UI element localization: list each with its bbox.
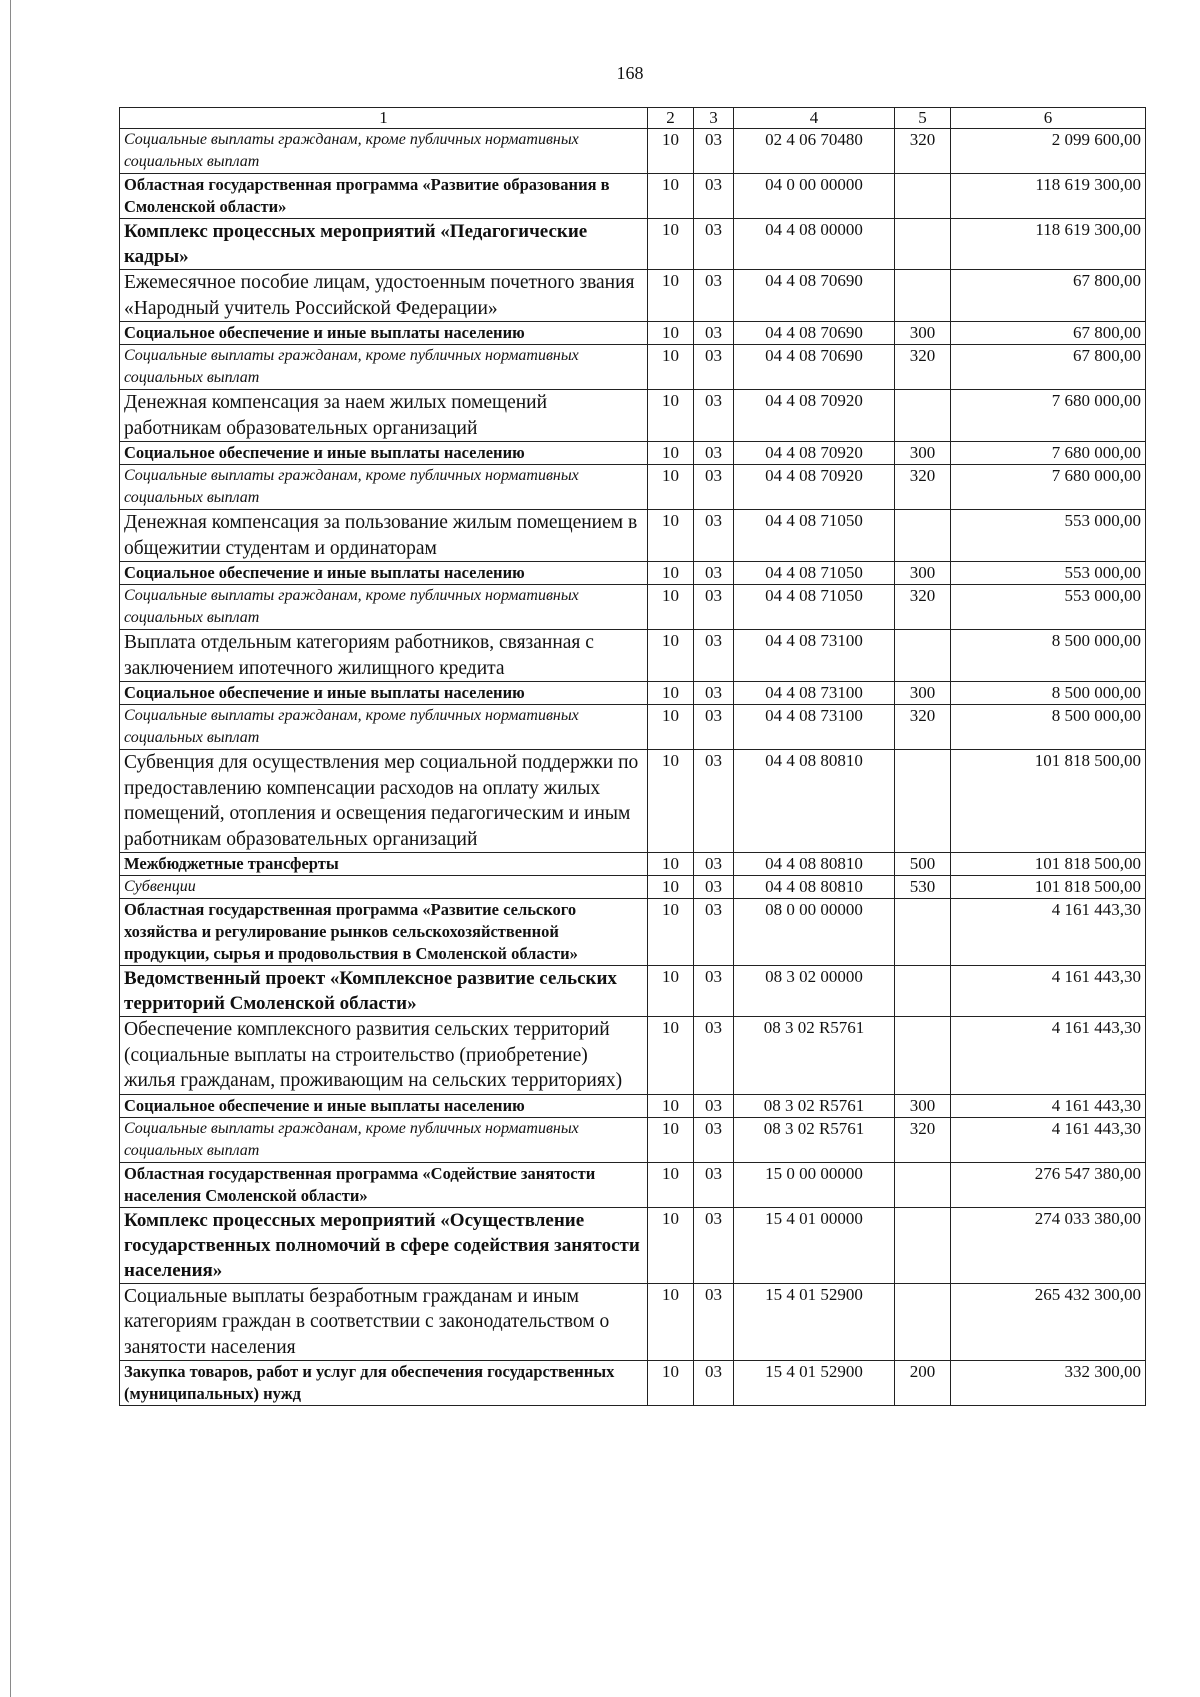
- target-article-code: 04 4 08 70920: [734, 390, 895, 442]
- target-article-code: 08 3 02 R5761: [734, 1117, 895, 1162]
- expense-type-code: [895, 1017, 951, 1095]
- section-code: 10: [648, 630, 694, 682]
- target-article-code: 08 3 02 R5761: [734, 1094, 895, 1117]
- amount: 118 619 300,00: [951, 174, 1146, 219]
- subsection-code: 03: [694, 129, 734, 174]
- target-article-code: 04 4 08 80810: [734, 853, 895, 876]
- amount: 553 000,00: [951, 510, 1146, 562]
- target-article-code: 15 4 01 52900: [734, 1283, 895, 1361]
- section-code: 10: [648, 750, 694, 853]
- item-name: Комплекс процессных мероприятий «Педагогические кадры»: [120, 219, 648, 270]
- budget-table: [119, 107, 1146, 1406]
- amount: 67 800,00: [951, 270, 1146, 322]
- amount: 553 000,00: [951, 562, 1146, 585]
- target-article-code: 04 4 08 70690: [734, 345, 895, 390]
- section-code: 10: [648, 1207, 694, 1283]
- table-row: [120, 322, 1146, 345]
- table-row: [120, 1162, 1146, 1207]
- target-article-code: 04 4 08 70920: [734, 442, 895, 465]
- subsection-code: 03: [694, 465, 734, 510]
- expense-type-code: [895, 1207, 951, 1283]
- item-name: Выплата отдельным категориям работников, связанная с заключением ипотечного жилищного кредита: [120, 630, 648, 682]
- subsection-code: 03: [694, 1162, 734, 1207]
- amount: 553 000,00: [951, 585, 1146, 630]
- item-name: Субвенция для осуществления мер социальной поддержки по предоставлению компенсации расходов на оплату жилых помещений, отопления и освещения педагогическим и иным работникам образовательных организаций: [120, 750, 648, 853]
- table-row: [120, 390, 1146, 442]
- item-name: Обеспечение комплексного развития сельских территорий (социальные выплаты на строительство (приобретение) жилья гражданам, проживающим на сельских территориях): [120, 1017, 648, 1095]
- item-name: Субвенции: [120, 876, 648, 899]
- amount: 8 500 000,00: [951, 630, 1146, 682]
- target-article-code: 04 4 08 73100: [734, 705, 895, 750]
- subsection-code: 03: [694, 510, 734, 562]
- section-code: 10: [648, 682, 694, 705]
- expense-type-code: 300: [895, 562, 951, 585]
- item-name: Комплекс процессных мероприятий «Осуществление государственных полномочий в сфере содействия занятости населения»: [120, 1207, 648, 1283]
- amount: 4 161 443,30: [951, 1117, 1146, 1162]
- subsection-code: 03: [694, 1017, 734, 1095]
- subsection-code: 03: [694, 1207, 734, 1283]
- item-name: Социальное обеспечение и иные выплаты населению: [120, 1094, 648, 1117]
- subsection-code: 03: [694, 219, 734, 270]
- amount: 276 547 380,00: [951, 1162, 1146, 1207]
- table-row: [120, 1361, 1146, 1406]
- target-article-code: 08 0 00 00000: [734, 899, 895, 966]
- table-row: [120, 129, 1146, 174]
- header-col-5: 5: [895, 108, 951, 129]
- section-code: 10: [648, 1162, 694, 1207]
- amount: 332 300,00: [951, 1361, 1146, 1406]
- expense-type-code: 320: [895, 585, 951, 630]
- item-name: Социальное обеспечение и иные выплаты населению: [120, 562, 648, 585]
- amount: 118 619 300,00: [951, 219, 1146, 270]
- target-article-code: 04 4 08 71050: [734, 510, 895, 562]
- subsection-code: 03: [694, 1094, 734, 1117]
- subsection-code: 03: [694, 705, 734, 750]
- item-name: Ежемесячное пособие лицам, удостоенным почетного звания «Народный учитель Российской Федерации»: [120, 270, 648, 322]
- section-code: 10: [648, 562, 694, 585]
- amount: 4 161 443,30: [951, 1017, 1146, 1095]
- amount: 265 432 300,00: [951, 1283, 1146, 1361]
- expense-type-code: [895, 270, 951, 322]
- section-code: 10: [648, 1283, 694, 1361]
- subsection-code: 03: [694, 899, 734, 966]
- amount: 4 161 443,30: [951, 966, 1146, 1017]
- table-row: [120, 562, 1146, 585]
- table-row: [120, 1283, 1146, 1361]
- item-name: Ведомственный проект «Комплексное развитие сельских территорий Смоленской области»: [120, 966, 648, 1017]
- target-article-code: 04 4 08 71050: [734, 562, 895, 585]
- expense-type-code: 320: [895, 129, 951, 174]
- item-name: Социальные выплаты гражданам, кроме публичных нормативных социальных выплат: [120, 465, 648, 510]
- subsection-code: 03: [694, 630, 734, 682]
- expense-type-code: [895, 966, 951, 1017]
- section-code: 10: [648, 853, 694, 876]
- table-row: [120, 630, 1146, 682]
- target-article-code: 04 4 08 00000: [734, 219, 895, 270]
- section-code: 10: [648, 1117, 694, 1162]
- target-article-code: 04 4 08 73100: [734, 630, 895, 682]
- table-row: [120, 270, 1146, 322]
- subsection-code: 03: [694, 322, 734, 345]
- amount: 4 161 443,30: [951, 899, 1146, 966]
- section-code: 10: [648, 966, 694, 1017]
- target-article-code: 15 0 00 00000: [734, 1162, 895, 1207]
- header-col-6: 6: [951, 108, 1146, 129]
- table-row: [120, 1117, 1146, 1162]
- target-article-code: 04 4 08 70690: [734, 322, 895, 345]
- table-body: [120, 129, 1146, 1406]
- expense-type-code: 300: [895, 442, 951, 465]
- section-code: 10: [648, 1361, 694, 1406]
- item-name: Социальное обеспечение и иные выплаты населению: [120, 682, 648, 705]
- table-row: [120, 345, 1146, 390]
- amount: 7 680 000,00: [951, 390, 1146, 442]
- section-code: 10: [648, 585, 694, 630]
- expense-type-code: [895, 899, 951, 966]
- table-row: [120, 899, 1146, 966]
- subsection-code: 03: [694, 585, 734, 630]
- amount: 274 033 380,00: [951, 1207, 1146, 1283]
- item-name: Социальное обеспечение и иные выплаты населению: [120, 442, 648, 465]
- section-code: 10: [648, 705, 694, 750]
- section-code: 10: [648, 899, 694, 966]
- expense-type-code: 530: [895, 876, 951, 899]
- expense-type-code: [895, 1283, 951, 1361]
- subsection-code: 03: [694, 1361, 734, 1406]
- section-code: 10: [648, 390, 694, 442]
- subsection-code: 03: [694, 174, 734, 219]
- subsection-code: 03: [694, 1283, 734, 1361]
- expense-type-code: [895, 219, 951, 270]
- table-row: [120, 682, 1146, 705]
- expense-type-code: 200: [895, 1361, 951, 1406]
- table-row: [120, 876, 1146, 899]
- target-article-code: 04 4 08 80810: [734, 750, 895, 853]
- item-name: Областная государственная программа «Развитие образования в Смоленской области»: [120, 174, 648, 219]
- table-row: [120, 853, 1146, 876]
- header-col-3: 3: [694, 108, 734, 129]
- amount: 101 818 500,00: [951, 853, 1146, 876]
- item-name: Областная государственная программа «Содействие занятости населения Смоленской области»: [120, 1162, 648, 1207]
- expense-type-code: 320: [895, 465, 951, 510]
- table-row: [120, 1094, 1146, 1117]
- expense-type-code: 320: [895, 1117, 951, 1162]
- expense-type-code: 320: [895, 705, 951, 750]
- item-name: Межбюджетные трансферты: [120, 853, 648, 876]
- amount: 67 800,00: [951, 345, 1146, 390]
- section-code: 10: [648, 174, 694, 219]
- item-name: Социальное обеспечение и иные выплаты населению: [120, 322, 648, 345]
- item-name: Социальные выплаты гражданам, кроме публичных нормативных социальных выплат: [120, 585, 648, 630]
- item-name: Социальные выплаты безработным гражданам и иным категориям граждан в соответствии с законодательством о занятости населения: [120, 1283, 648, 1361]
- expense-type-code: 320: [895, 345, 951, 390]
- amount: 7 680 000,00: [951, 465, 1146, 510]
- amount: 2 099 600,00: [951, 129, 1146, 174]
- section-code: 10: [648, 1017, 694, 1095]
- amount: 4 161 443,30: [951, 1094, 1146, 1117]
- expense-type-code: [895, 630, 951, 682]
- target-article-code: 04 4 08 70920: [734, 465, 895, 510]
- expense-type-code: 500: [895, 853, 951, 876]
- subsection-code: 03: [694, 853, 734, 876]
- item-name: Денежная компенсация за наем жилых помещений работникам образовательных организаций: [120, 390, 648, 442]
- subsection-code: 03: [694, 390, 734, 442]
- target-article-code: 08 3 02 00000: [734, 966, 895, 1017]
- expense-type-code: [895, 1162, 951, 1207]
- section-code: 10: [648, 510, 694, 562]
- item-name: Социальные выплаты гражданам, кроме публичных нормативных социальных выплат: [120, 345, 648, 390]
- amount: 101 818 500,00: [951, 750, 1146, 853]
- table-row: [120, 1017, 1146, 1095]
- table-row: [120, 585, 1146, 630]
- item-name: Социальные выплаты гражданам, кроме публичных нормативных социальных выплат: [120, 705, 648, 750]
- amount: 67 800,00: [951, 322, 1146, 345]
- section-code: 10: [648, 322, 694, 345]
- item-name: Социальные выплаты гражданам, кроме публичных нормативных социальных выплат: [120, 1117, 648, 1162]
- subsection-code: 03: [694, 270, 734, 322]
- table-row: [120, 966, 1146, 1017]
- amount: 101 818 500,00: [951, 876, 1146, 899]
- table-row: [120, 465, 1146, 510]
- item-name: Областная государственная программа «Развитие сельского хозяйства и регулирование рынков сельскохозяйственной продукции, сырья и продовольствия в Смоленской области»: [120, 899, 648, 966]
- header-row: [120, 108, 1146, 129]
- target-article-code: 02 4 06 70480: [734, 129, 895, 174]
- subsection-code: 03: [694, 562, 734, 585]
- item-name: Денежная компенсация за пользование жилым помещением в общежитии студентам и ординаторам: [120, 510, 648, 562]
- table-row: [120, 750, 1146, 853]
- target-article-code: 04 0 00 00000: [734, 174, 895, 219]
- subsection-code: 03: [694, 1117, 734, 1162]
- expense-type-code: 300: [895, 322, 951, 345]
- section-code: 10: [648, 876, 694, 899]
- target-article-code: 04 4 08 70690: [734, 270, 895, 322]
- subsection-code: 03: [694, 442, 734, 465]
- section-code: 10: [648, 345, 694, 390]
- section-code: 10: [648, 1094, 694, 1117]
- expense-type-code: 300: [895, 1094, 951, 1117]
- table-row: [120, 219, 1146, 270]
- subsection-code: 03: [694, 750, 734, 853]
- target-article-code: 15 4 01 52900: [734, 1361, 895, 1406]
- table-row: [120, 174, 1146, 219]
- section-code: 10: [648, 270, 694, 322]
- amount: 8 500 000,00: [951, 705, 1146, 750]
- item-name: Социальные выплаты гражданам, кроме публичных нормативных социальных выплат: [120, 129, 648, 174]
- target-article-code: 04 4 08 80810: [734, 876, 895, 899]
- target-article-code: 08 3 02 R5761: [734, 1017, 895, 1095]
- table-row: [120, 705, 1146, 750]
- expense-type-code: [895, 390, 951, 442]
- target-article-code: 04 4 08 71050: [734, 585, 895, 630]
- subsection-code: 03: [694, 966, 734, 1017]
- section-code: 10: [648, 442, 694, 465]
- subsection-code: 03: [694, 345, 734, 390]
- expense-type-code: [895, 750, 951, 853]
- subsection-code: 03: [694, 682, 734, 705]
- binding-line: [10, 0, 11, 1697]
- target-article-code: 15 4 01 00000: [734, 1207, 895, 1283]
- subsection-code: 03: [694, 876, 734, 899]
- section-code: 10: [648, 129, 694, 174]
- table-row: [120, 1207, 1146, 1283]
- item-name: Закупка товаров, работ и услуг для обеспечения государственных (муниципальных) нужд: [120, 1361, 648, 1406]
- table-row: [120, 442, 1146, 465]
- section-code: 10: [648, 219, 694, 270]
- target-article-code: 04 4 08 73100: [734, 682, 895, 705]
- expense-type-code: [895, 174, 951, 219]
- header-col-4: 4: [734, 108, 895, 129]
- expense-type-code: [895, 510, 951, 562]
- page-number: 168: [616, 63, 644, 83]
- amount: 8 500 000,00: [951, 682, 1146, 705]
- expense-type-code: 300: [895, 682, 951, 705]
- amount: 7 680 000,00: [951, 442, 1146, 465]
- header-col-2: 2: [648, 108, 694, 129]
- table-row: [120, 510, 1146, 562]
- header-col-1: 1: [120, 108, 648, 129]
- section-code: 10: [648, 465, 694, 510]
